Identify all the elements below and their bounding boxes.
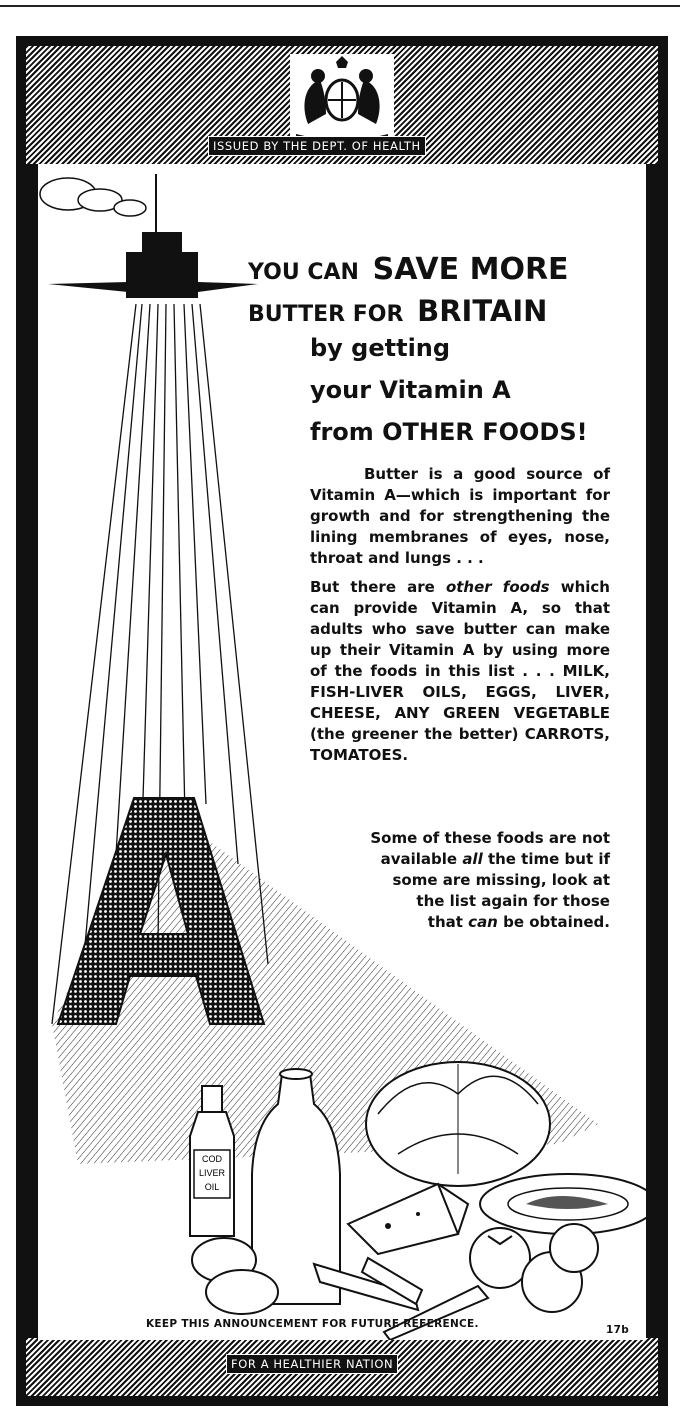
bottle-label-1: COD <box>202 1154 222 1164</box>
advertisement-frame <box>16 36 668 1406</box>
para3-line-4: the list again for those <box>416 892 610 910</box>
bottle-label-3: OIL <box>204 1182 220 1192</box>
para2-text-b: which can provide Vitamin A, so that adults who save butter can make up their Vitamin A by using more of the foods in this list . . . MILK, FISH-LIVER OILS, EGGS, LIVER, CHEESE, ANY GREEN VEGETABLE (the greener the better) CARROTS, TOMATOES. <box>310 578 610 764</box>
para3-line-5 <box>310 912 610 933</box>
headline-butter-for: BUTTER FOR <box>248 302 404 327</box>
para3-l2-a: available <box>380 850 463 868</box>
issued-by-label: ISSUED BY THE DEPT. OF HEALTH <box>208 136 426 156</box>
headline-by-getting: by getting <box>310 334 451 362</box>
headline-vitamin-a: your Vitamin A <box>310 376 511 404</box>
royal-crest-icon <box>290 54 394 146</box>
para3-line-2 <box>310 849 610 870</box>
headline-save-more: SAVE MORE <box>372 252 569 287</box>
plate-of-liver-icon <box>480 1174 646 1234</box>
headline-you-can: YOU CAN <box>248 260 359 285</box>
page-top-rule <box>0 5 680 7</box>
body-copy <box>310 464 610 774</box>
headline-britain: BRITAIN <box>417 294 548 328</box>
advertisement-body <box>38 164 646 1340</box>
para3-l5-em: can <box>468 913 498 931</box>
para2-text-a: But there are <box>310 578 446 596</box>
headline-other-foods: from OTHER FOODS! <box>310 418 588 446</box>
bottle-label-2: LIVER <box>198 1168 226 1178</box>
keep-announcement-note: KEEP THIS ANNOUNCEMENT FOR FUTURE REFERENCE. <box>146 1318 479 1330</box>
para3-line-3: some are missing, look at <box>392 871 610 889</box>
tomatoes-icon <box>470 1224 598 1312</box>
para3-l5-b: be obtained. <box>497 913 610 931</box>
print-code: 17b <box>606 1324 630 1336</box>
cabbage-icon <box>366 1062 550 1186</box>
smoke-cloud <box>40 178 146 216</box>
body-paragraph-3 <box>310 828 610 933</box>
para3-l2-em: all <box>462 850 483 868</box>
para3-l2-b: the time but if <box>482 850 610 868</box>
headline-line-1 <box>248 252 569 287</box>
headline-line-2 <box>248 294 547 328</box>
para3-l5-a: that <box>427 913 469 931</box>
healthier-nation-slogan: FOR A HEALTHIER NATION <box>226 1354 398 1374</box>
body-paragraph-1: Butter is a good source of Vitamin A—which is important for growth and for strengthening the lining membranes of eyes, nose, throat and lungs . . . <box>310 465 610 567</box>
body-paragraph-2 <box>310 577 610 766</box>
cheese-icon <box>348 1184 468 1254</box>
para3-line-1: Some of these foods are not <box>370 829 610 847</box>
para2-emphasis: other foods <box>445 578 550 596</box>
